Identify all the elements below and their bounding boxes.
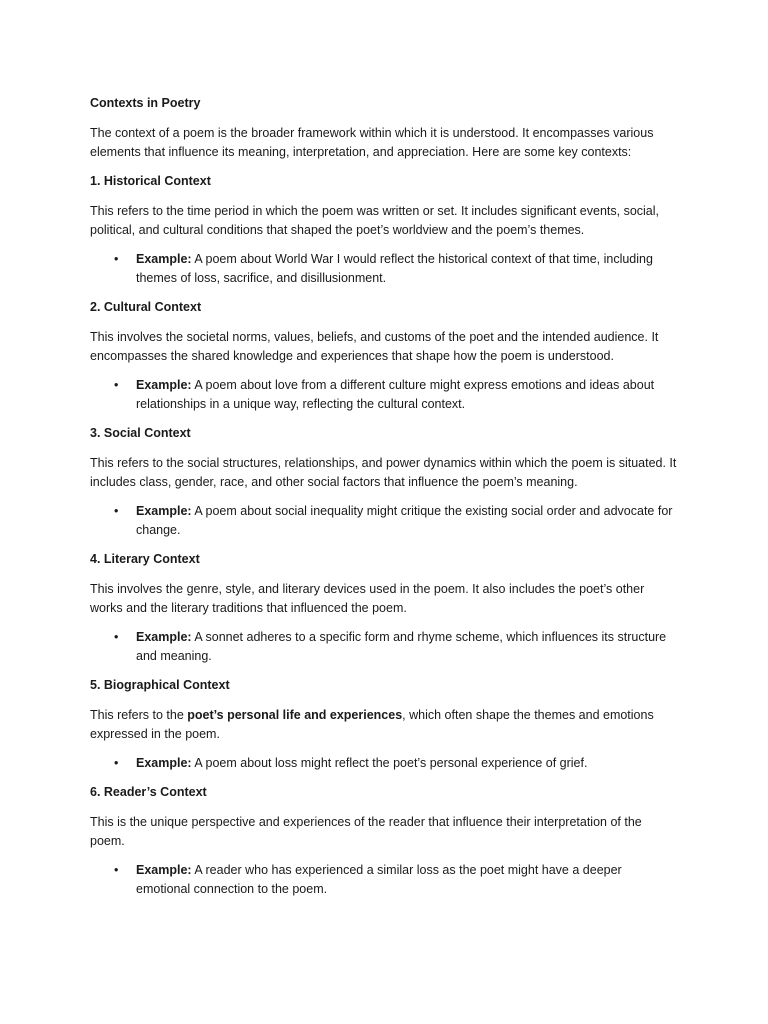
example-label: Example: — [136, 863, 192, 877]
section-body-reader: This is the unique perspective and experiences of the reader that influence their interpretation of the poem. — [90, 815, 642, 848]
example-label: Example: — [136, 756, 192, 770]
list-item — [90, 861, 678, 899]
body-text-suffix: , which often shape the themes and emotions expressed in the poem. — [90, 708, 654, 741]
example-list-literary — [90, 628, 678, 666]
section-heading-biographical: 5. Biographical Context — [90, 678, 230, 692]
example-label: Example: — [136, 378, 192, 392]
example-label: Example: — [136, 504, 192, 518]
example-label: Example: — [136, 630, 192, 644]
example-text: A reader who has experienced a similar loss as the poet might have a deeper emotional connection to the poem. — [136, 863, 622, 896]
example-list-social — [90, 502, 678, 540]
section-body-cultural: This involves the societal norms, values, beliefs, and customs of the poet and the intended audience. It encompasses the shared knowledge and experiences that shape how the poem is understood. — [90, 330, 659, 363]
list-item — [90, 376, 678, 414]
list-item — [90, 502, 678, 540]
example-text: A poem about loss might reflect the poet’s personal experience of grief. — [191, 756, 588, 770]
intro-paragraph: The context of a poem is the broader framework within which it is understood. It encompasses various elements that influence its meaning, interpretation, and appreciation. Here are some key contexts: — [90, 126, 654, 159]
section-heading-social: 3. Social Context — [90, 426, 191, 440]
bullet-icon: • — [114, 504, 119, 518]
list-item — [90, 754, 678, 773]
body-text-bold: poet’s personal life and experiences — [187, 708, 403, 722]
bullet-icon: • — [114, 630, 119, 644]
section-heading-cultural: 2. Cultural Context — [90, 300, 202, 314]
example-list-cultural — [90, 376, 678, 414]
bullet-icon: • — [114, 252, 119, 266]
section-body-biographical — [90, 706, 678, 744]
example-list-historical — [90, 250, 678, 288]
example-text: A poem about World War I would reflect the historical context of that time, including themes of loss, sacrifice, and disillusionment. — [136, 252, 653, 285]
example-text: A poem about love from a different culture might express emotions and ideas about relationships in a unique way, reflecting the cultural context. — [136, 378, 655, 411]
bullet-icon: • — [114, 378, 119, 392]
document-title: Contexts in Poetry — [90, 96, 201, 110]
example-list-biographical — [90, 754, 678, 773]
list-item — [90, 628, 678, 666]
example-text: A sonnet adheres to a specific form and rhyme scheme, which influences its structure and meaning. — [136, 630, 667, 663]
bullet-icon: • — [114, 863, 119, 877]
example-label: Example: — [136, 252, 192, 266]
section-heading-literary: 4. Literary Context — [90, 552, 200, 566]
section-body-social: This refers to the social structures, relationships, and power dynamics within which the poem is situated. It includes class, gender, race, and other social factors that influence the poem’s meaning. — [90, 456, 677, 489]
body-text-prefix: This refers to the — [90, 708, 188, 722]
section-heading-historical: 1. Historical Context — [90, 174, 211, 188]
section-body-literary: This involves the genre, style, and literary devices used in the poem. It also includes the poet’s other works and the literary traditions that influenced the poem. — [90, 582, 645, 615]
bullet-icon: • — [114, 756, 119, 770]
example-list-reader — [90, 861, 678, 899]
section-body-historical: This refers to the time period in which the poem was written or set. It includes significant events, social, political, and cultural conditions that shaped the poet’s worldview and the poem’s themes. — [90, 204, 660, 237]
list-item — [90, 250, 678, 288]
example-text: A poem about social inequality might critique the existing social order and advocate for change. — [136, 504, 673, 537]
section-heading-reader: 6. Reader’s Context — [90, 785, 207, 799]
